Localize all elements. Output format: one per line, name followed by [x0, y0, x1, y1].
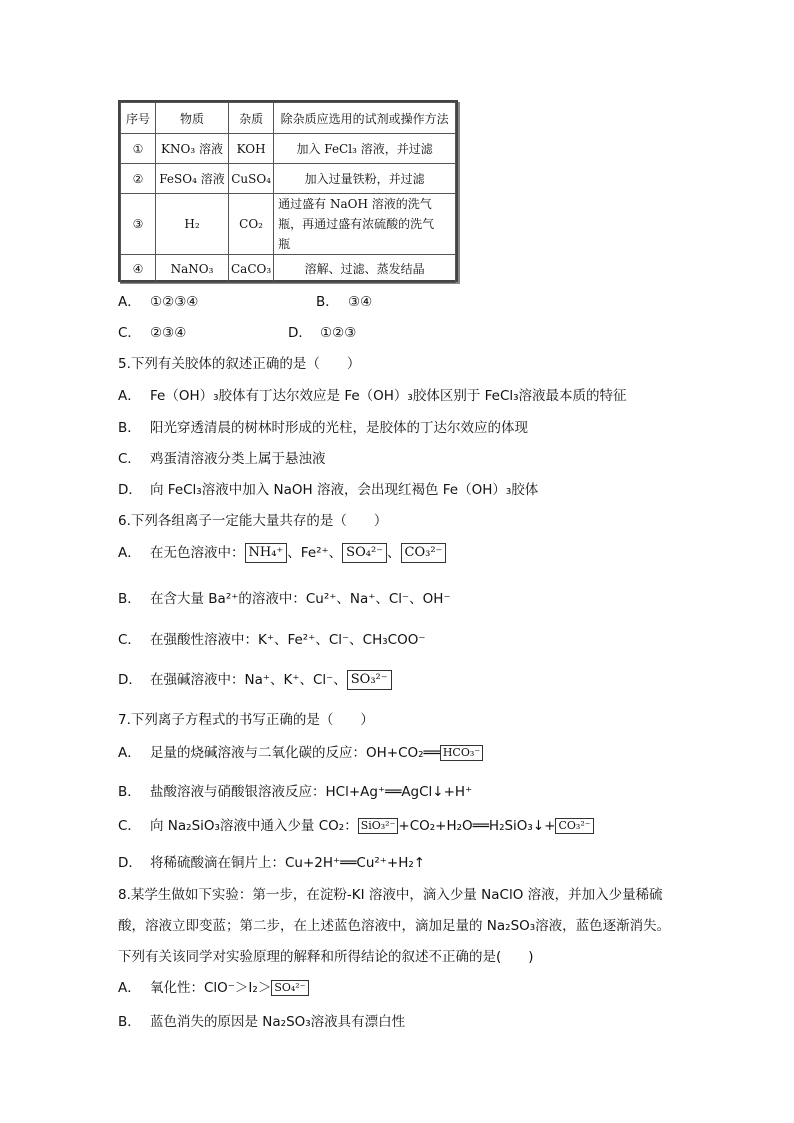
- option-label: C．: [118, 451, 141, 467]
- q4-option-b[interactable]: [316, 290, 372, 310]
- option-text: 将稀硫酸滴在铜片上：Cu+2H⁺══Cu²⁺+H₂↑: [150, 855, 426, 871]
- question-7-stem: 7.下列离子方程式的书写正确的是（ ）: [118, 712, 374, 728]
- table-cell: KNO₃ 溶液: [156, 134, 229, 164]
- option-label: B．: [118, 420, 141, 436]
- option-text: 在强碱溶液中：Na⁺、K⁺、Cl⁻、: [150, 672, 347, 688]
- method-line: 瓶，再通过盛有浓硫酸的洗气: [278, 217, 435, 231]
- option-text: 向 FeCl₃溶液中加入 NaOH 溶液，会出现红褐色 Fe（OH）₃胶体: [150, 482, 539, 498]
- option-label: C．: [118, 818, 141, 834]
- table-header: 序号: [121, 103, 156, 134]
- table-cell: CO₂: [229, 194, 274, 255]
- option-text: 阳光穿透清晨的树林时形成的光柱，是胶体的丁达尔效应的体现: [150, 420, 528, 436]
- q8-option-b[interactable]: [118, 1010, 405, 1030]
- option-text: 盐酸溶液与硝酸银溶液反应：HCl+Ag⁺══AgCl↓+H⁺: [150, 784, 473, 800]
- method-line: 瓶: [278, 237, 291, 251]
- ion-formula-box: CO₃²⁻: [401, 543, 447, 563]
- option-text: 在含大量 Ba²⁺的溶液中：Cu²⁺、Na⁺、Cl⁻、OH⁻: [150, 591, 451, 607]
- option-label: A．: [118, 388, 141, 404]
- option-label: D．: [118, 855, 142, 871]
- q6-option-b[interactable]: [118, 587, 451, 607]
- table-cell: KOH: [229, 134, 274, 164]
- question-8-stem: 8.某学生做如下实验：第一步，在淀粉-KI 溶液中，滴入少量 NaClO 溶液，并加入少量稀硫: [118, 887, 663, 903]
- table-cell: 加入过量铁粉，并过滤: [274, 164, 456, 194]
- option-label: C．: [118, 632, 141, 648]
- option-text: 、: [387, 545, 401, 561]
- table-row: [121, 164, 456, 194]
- table-cell: 加入 FeCl₃ 溶液，并过滤: [274, 134, 456, 164]
- ion-formula-box: SiO₃²⁻: [358, 818, 399, 834]
- option-text: ①②③: [320, 325, 357, 341]
- ion-formula-box: CO₃²⁻: [555, 818, 593, 834]
- q5-option-d[interactable]: [118, 478, 538, 498]
- impurity-table: [118, 100, 458, 282]
- option-label: D．: [118, 482, 142, 498]
- option-label: C．: [118, 325, 141, 341]
- option-label: A．: [118, 545, 141, 561]
- option-text: 在强酸性溶液中：K⁺、Fe²⁺、Cl⁻、CH₃COO⁻: [150, 632, 426, 648]
- ion-formula-box: SO₃²⁻: [347, 670, 392, 690]
- q8-option-a[interactable]: [118, 976, 309, 996]
- table-cell: ④: [121, 255, 156, 283]
- table-cell: NaNO₃: [156, 255, 229, 283]
- ion-formula-box: NH₄⁺: [245, 543, 288, 563]
- option-label: D．: [288, 325, 312, 341]
- option-text: 足量的烧碱溶液与二氧化碳的反应：OH+CO₂══: [150, 745, 440, 761]
- q6-option-d[interactable]: [118, 668, 392, 690]
- table-cell: FeSO₄ 溶液: [156, 164, 229, 194]
- option-text: 氧化性：ClO⁻＞I₂＞: [150, 980, 272, 996]
- q4-option-c[interactable]: [118, 321, 186, 341]
- option-label: B．: [118, 784, 141, 800]
- option-text: 蓝色消失的原因是 Na₂SO₃溶液具有漂白性: [150, 1014, 406, 1030]
- table-cell: H₂: [156, 194, 229, 255]
- q5-option-c[interactable]: [118, 447, 326, 467]
- table-header: 物质: [156, 103, 229, 134]
- method-line: 通过盛有 NaOH 溶液的洗气: [278, 197, 432, 211]
- table-row: [121, 255, 456, 283]
- table-cell: CaCO₃: [229, 255, 274, 283]
- q5-option-b[interactable]: [118, 416, 528, 436]
- option-text: ①②③④: [150, 294, 199, 310]
- q5-option-a[interactable]: [118, 384, 627, 404]
- ion-formula-box: HCO₃⁻: [440, 745, 483, 761]
- question-5-stem: 5.下列有关胶体的叙述正确的是（ ）: [118, 356, 361, 372]
- table-cell: [274, 194, 456, 255]
- table-cell: CuSO₄: [229, 164, 274, 194]
- q7-option-d[interactable]: [118, 851, 425, 871]
- table-header-row: [121, 103, 456, 134]
- table-row: [121, 194, 456, 255]
- table-row: [121, 134, 456, 164]
- option-label: A．: [118, 294, 141, 310]
- table-header: 杂质: [229, 103, 274, 134]
- q7-option-a[interactable]: [118, 741, 483, 761]
- option-text: ②③④: [150, 325, 187, 341]
- table-cell: ②: [121, 164, 156, 194]
- option-text: 鸡蛋清溶液分类上属于悬浊液: [150, 451, 326, 467]
- option-text: 在无色溶液中：: [150, 545, 245, 561]
- ion-formula-box: SO₄²⁻: [271, 980, 308, 996]
- option-label: B．: [316, 294, 339, 310]
- option-text: 向 Na₂SiO₃溶液中通入少量 CO₂：: [150, 818, 358, 834]
- question-8-stem: 酸，溶液立即变蓝；第二步，在上述蓝色溶液中，滴加足量的 Na₂SO₃溶液，蓝色逐渐消失。: [118, 918, 671, 934]
- q4-option-d[interactable]: [288, 321, 356, 341]
- table-cell: ③: [121, 194, 156, 255]
- option-label: A．: [118, 745, 141, 761]
- option-text: ③④: [348, 294, 373, 310]
- q7-option-b[interactable]: [118, 780, 472, 800]
- q6-option-a[interactable]: [118, 541, 446, 563]
- table-header: 除杂质应选用的试剂或操作方法: [274, 103, 456, 134]
- option-label: B．: [118, 591, 141, 607]
- question-6-stem: 6.下列各组离子一定能大量共存的是（ ）: [118, 513, 388, 529]
- table-cell: 溶解、过滤、蒸发结晶: [274, 255, 456, 283]
- option-text: Fe（OH）₃胶体有丁达尔效应是 Fe（OH）₃胶体区别于 FeCl₃溶液最本质的特征: [150, 388, 627, 404]
- option-label: D．: [118, 672, 142, 688]
- option-label: A．: [118, 980, 141, 996]
- option-label: B．: [118, 1014, 141, 1030]
- q4-option-a[interactable]: [118, 290, 198, 310]
- table-cell: ①: [121, 134, 156, 164]
- q6-option-c[interactable]: [118, 628, 425, 648]
- question-8-stem: 下列有关该同学对实验原理的解释和所得结论的叙述不正确的是( ): [118, 949, 534, 965]
- q7-option-c[interactable]: [118, 814, 594, 834]
- option-text: +CO₂+H₂O══H₂SiO₃↓+: [398, 818, 556, 834]
- option-text: 、Fe²⁺、: [287, 545, 343, 561]
- ion-formula-box: SO₄²⁻: [342, 543, 387, 563]
